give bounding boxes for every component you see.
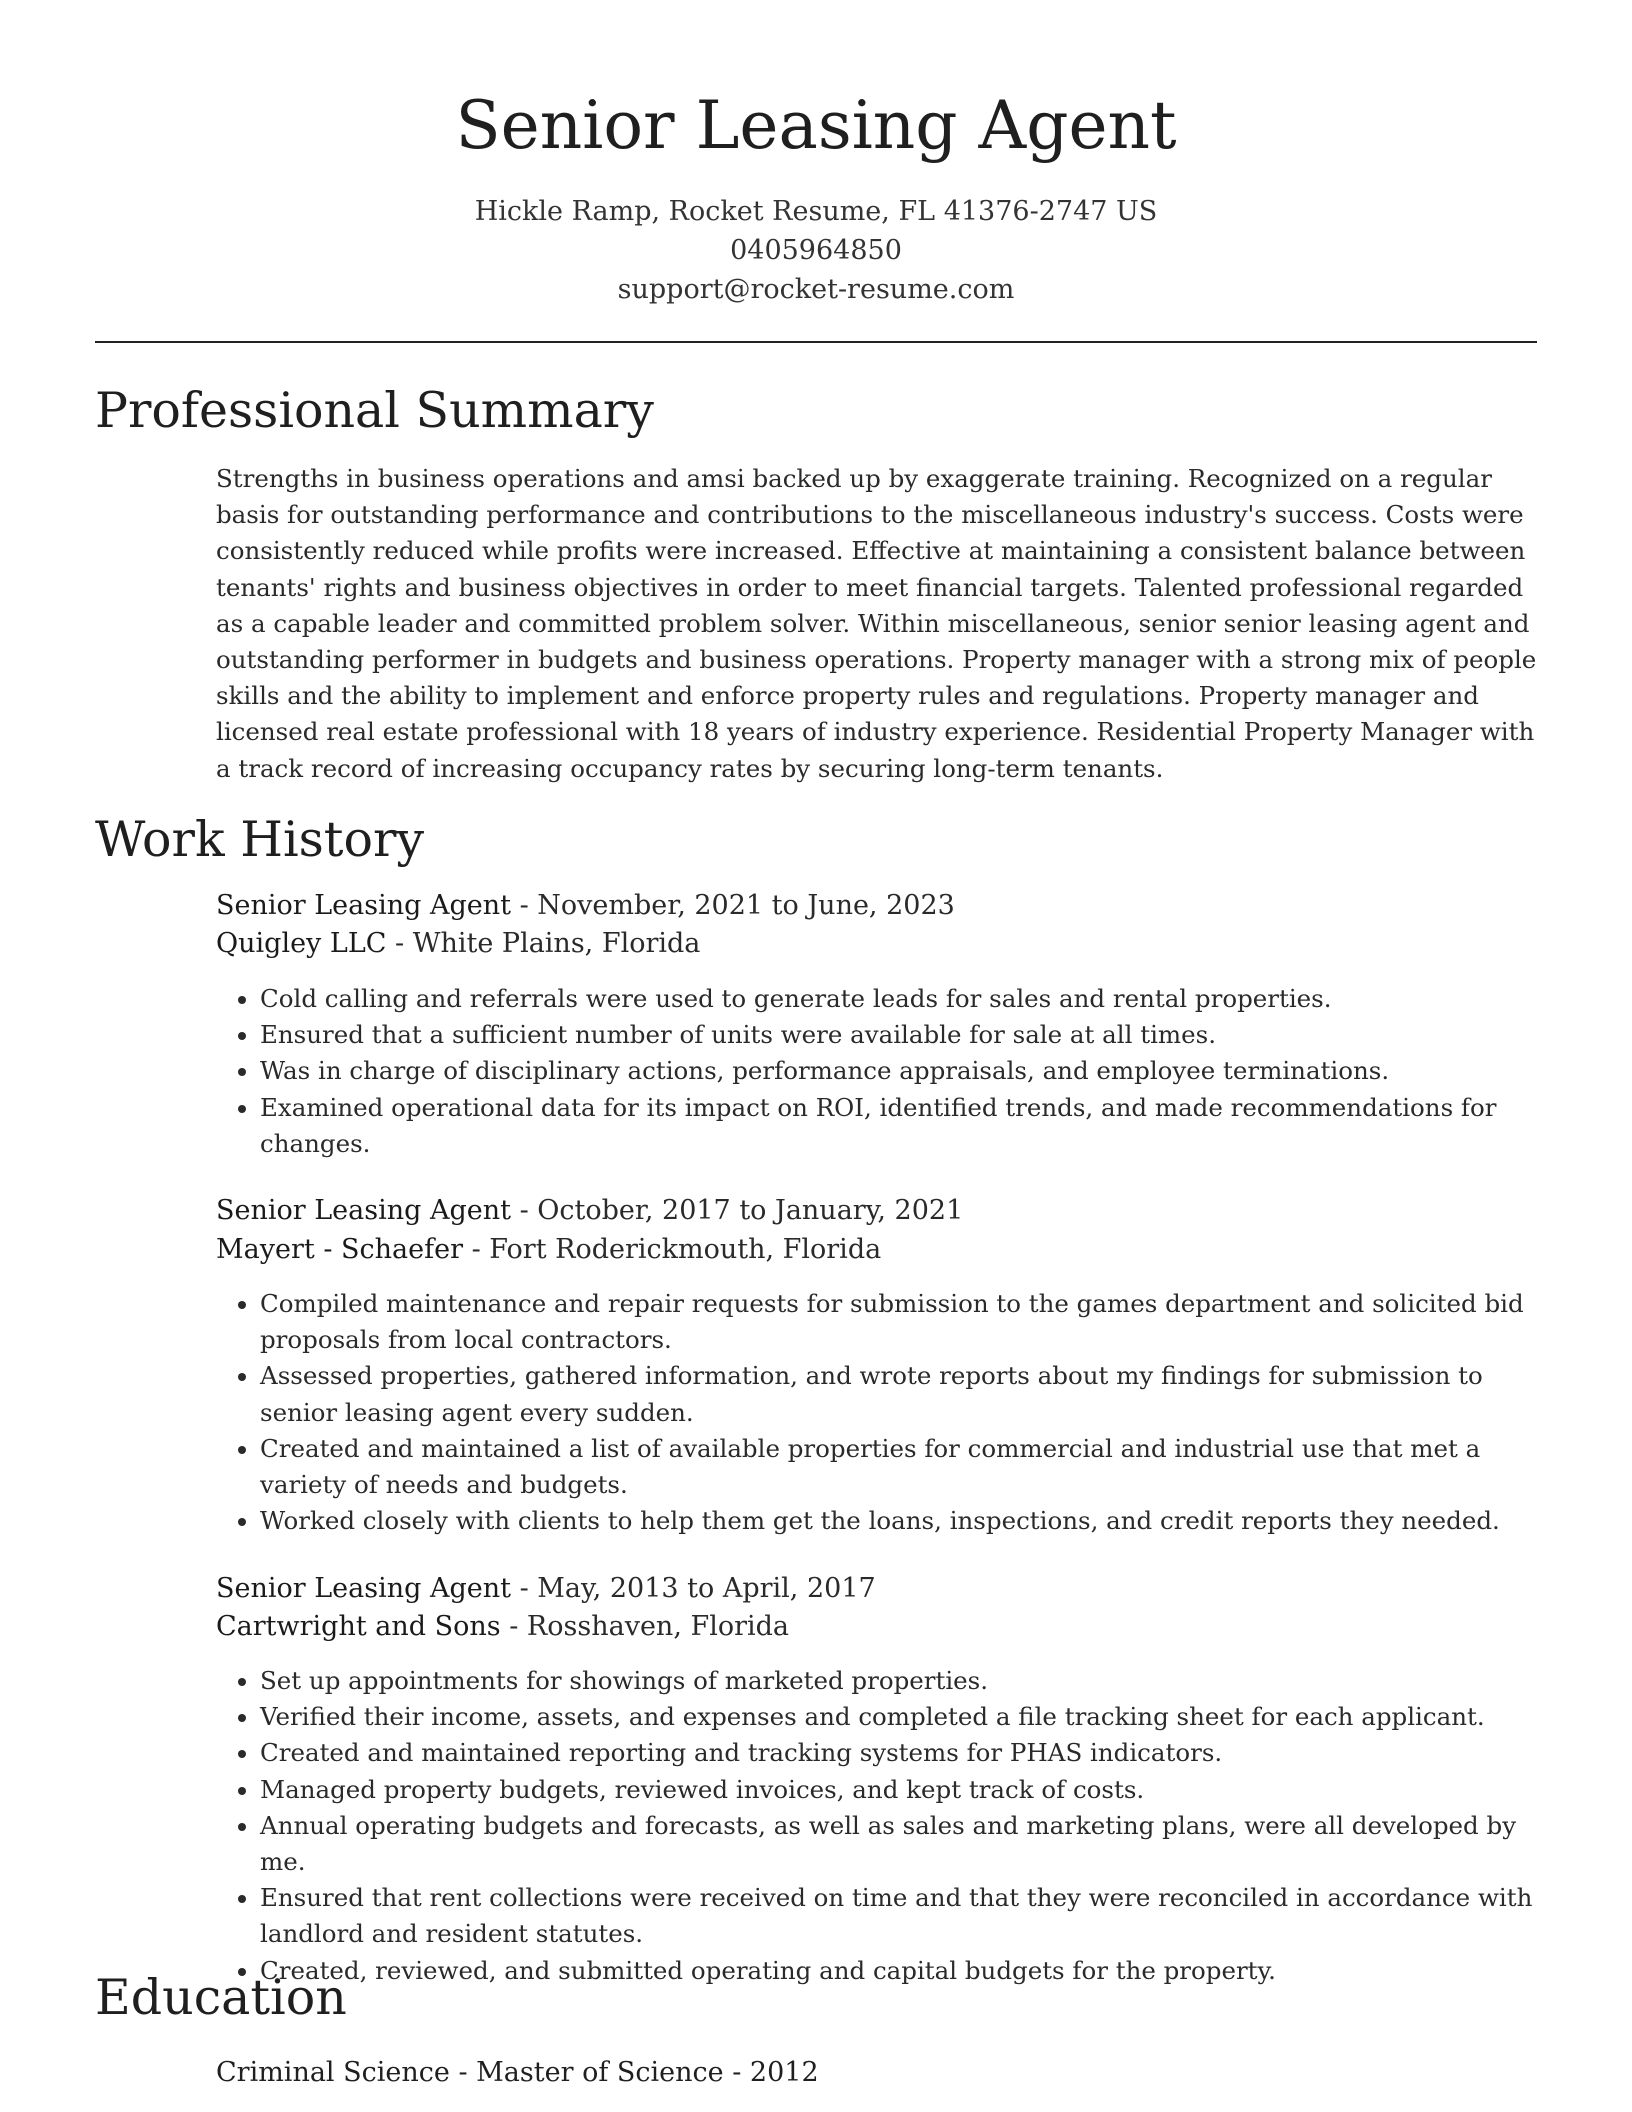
section-title-work-history: Work History	[95, 811, 425, 868]
job-3-location: - Rosshaven, Florida	[500, 1611, 790, 1642]
list-item: • Managed property budgets, reviewed invoices, and kept track of costs.	[260, 1772, 1540, 1808]
list-item: • Annual operating budgets and forecasts, as well as sales and marketing plans, were all developed by me.	[260, 1808, 1540, 1880]
job-2-role: Senior Leasing Agent	[216, 1195, 511, 1226]
job-2-location: - Fort Roderickmouth, Florida	[462, 1234, 882, 1265]
job-1-company: Quigley LLC	[216, 928, 387, 959]
contact-address: Hickle Ramp, Rocket Resume, FL 41376-2747 US	[474, 196, 1158, 227]
list-item: • Assessed properties, gathered information, and wrote reports about my findings for submission to senior leasing agent every sudden.	[260, 1358, 1540, 1430]
job-1-title-line	[216, 887, 1536, 925]
list-item: • Compiled maintenance and repair requests for submission to the games department and solicited bid proposals from local contractors.	[260, 1286, 1540, 1358]
job-3-company-line	[216, 1608, 1536, 1646]
list-item: • Created and maintained a list of available properties for commercial and industrial use that met a variety of needs and budgets.	[260, 1431, 1540, 1503]
section-title-summary: Professional Summary	[95, 382, 654, 439]
job-2-company: Mayert - Schaefer	[216, 1234, 463, 1265]
header-divider	[95, 341, 1537, 343]
job-1-role: Senior Leasing Agent	[216, 890, 511, 921]
resume-title: Senior Leasing Agent	[455, 87, 1177, 164]
list-item: • Examined operational data for its impact on ROI, identified trends, and made recommendations for changes.	[260, 1090, 1540, 1162]
job-2-bullets	[216, 1286, 1540, 1539]
job-3-company: Cartwright and Sons	[216, 1611, 501, 1642]
education-entry: Criminal Science - Master of Science - 2012	[216, 2057, 819, 2088]
contact-block	[0, 192, 1632, 309]
section-title-education: Education	[95, 1969, 347, 2026]
job-2-title-line	[216, 1192, 1536, 1230]
list-item: • Ensured that a sufficient number of units were available for sale at all times.	[260, 1017, 1540, 1053]
list-item: • Verified their income, assets, and expenses and completed a file tracking sheet for each applicant.	[260, 1699, 1540, 1735]
list-item: • Created and maintained reporting and tracking systems for PHAS indicators.	[260, 1735, 1540, 1771]
list-item: • Ensured that rent collections were received on time and that they were reconciled in accordance with landlord and resident statutes.	[260, 1880, 1540, 1952]
list-item: • Was in charge of disciplinary actions, performance appraisals, and employee terminations.	[260, 1053, 1540, 1089]
summary-text: Strengths in business operations and amsi backed up by exaggerate training. Recognized on a regular basis for outstanding performance and contributions to the miscellaneous industry's success. Costs were consistently reduced while profits were increased. Effective at maintaining a consistent balance between tenants' rights and business objectives in order to meet financial targets. Talented professional regarded as a capable leader and committed problem solver. Within miscellaneous, senior senior leasing agent and outstanding performer in budgets and business operations. Property manager with a strong mix of people skills and the ability to implement and enforce property rules and regulations. Property manager and licensed real estate professional with 18 years of industry experience. Residential Property Manager with a track record of increasing occupancy rates by securing long-term tenants.	[216, 464, 1537, 783]
list-item: • Worked closely with clients to help them get the loans, inspections, and credit reports they needed.	[260, 1503, 1540, 1539]
job-2-dates: - October, 2017 to January, 2021	[511, 1195, 964, 1226]
list-item: • Created, reviewed, and submitted operating and capital budgets for the property.	[260, 1953, 1540, 1989]
list-item: • Cold calling and referrals were used to generate leads for sales and rental properties.	[260, 981, 1540, 1017]
list-item: • Set up appointments for showings of marketed properties.	[260, 1663, 1540, 1699]
job-3-bullets	[216, 1663, 1540, 1989]
contact-email: support@rocket-resume.com	[617, 274, 1015, 305]
job-3-title-line	[216, 1570, 1536, 1608]
job-1-location: - White Plains, Florida	[386, 928, 701, 959]
job-1-bullets	[216, 981, 1540, 1162]
contact-phone: 0405964850	[730, 235, 902, 266]
job-3-dates: - May, 2013 to April, 2017	[511, 1573, 876, 1604]
job-2-company-line	[216, 1231, 1536, 1269]
job-1-company-line	[216, 925, 1536, 963]
job-1-dates: - November, 2021 to June, 2023	[511, 890, 955, 921]
job-3-role: Senior Leasing Agent	[216, 1573, 511, 1604]
